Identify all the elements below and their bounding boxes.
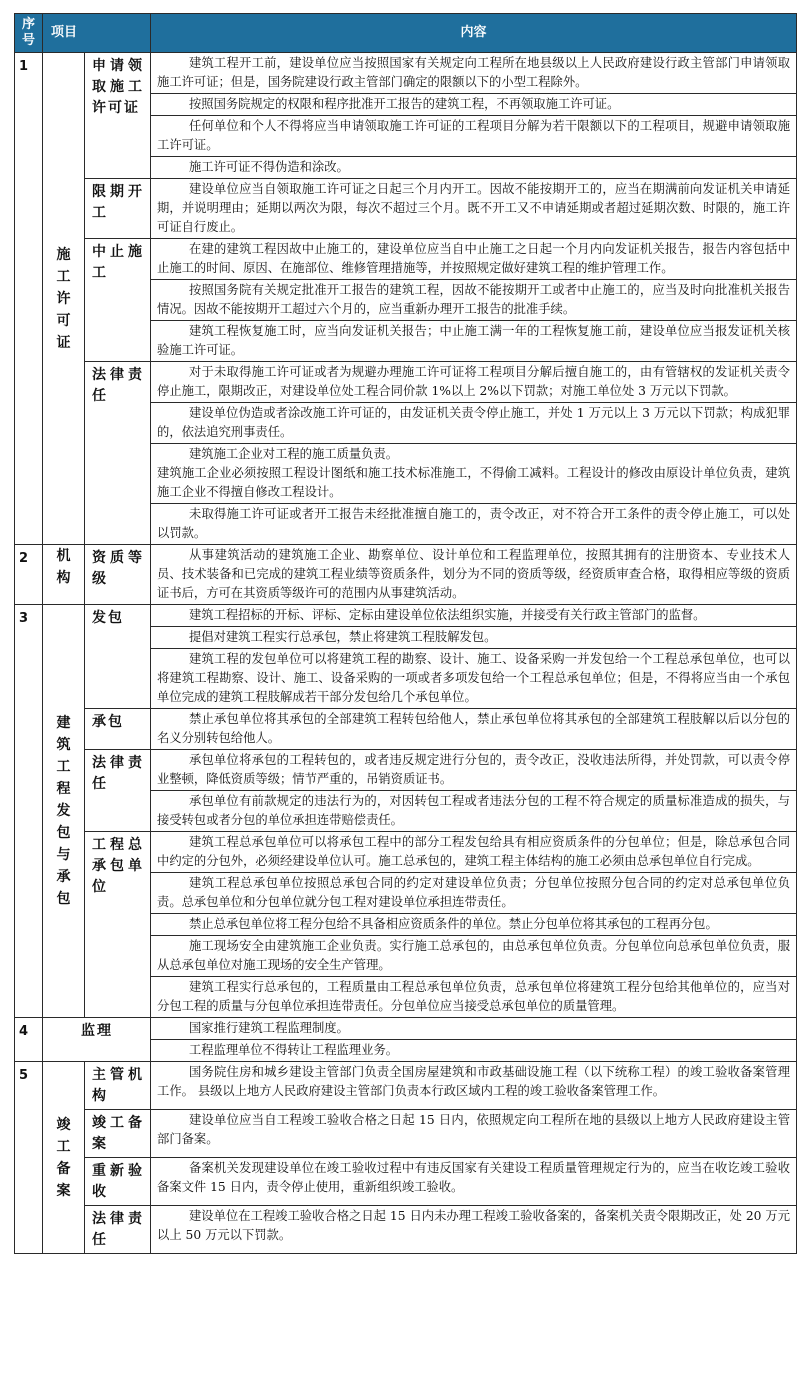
content-paragraph: 对于未取得施工许可证或者为规避办理施工许可证将工程项目分解后擅自施工的，由有管辖权的发证机关责令停止施工，限期改正，对建设单位处工程合同价款 1%以上 2%以下罚款；对施工单位处 3 万元以下罚款。	[151, 362, 797, 403]
content-paragraph: 建设单位伪造或者涂改施工许可证的，由发证机关责令停止施工，并处 1 万元以上 3 万元以下罚款；构成犯罪的，依法追究刑事责任。	[151, 403, 797, 444]
section-number: 2	[15, 545, 43, 605]
content-paragraph: 建筑工程招标的开标、评标、定标由建设单位依法组织实施，并接受有关行政主管部门的监督。	[151, 605, 797, 627]
content-paragraph: 建筑工程开工前，建设单位应当按照国家有关规定向工程所在地县级以上人民政府建设行政主管部门申请领取施工许可证；但是，国务院建设行政主管部门确定的限额以下的小型工程除外。	[151, 53, 797, 94]
table-row	[15, 239, 797, 280]
content-paragraph: 在建的建筑工程因故中止施工的，建设单位应当自中止施工之日起一个月内向发证机关报告，报告内容包括中止施工的时间、原因、在施部位、维修管理措施等，并按照规定做好建筑工程的维护管理工作。	[151, 239, 797, 280]
subsection-title: 发包	[85, 605, 151, 709]
table-row	[15, 545, 797, 605]
table-row	[15, 709, 797, 750]
content-paragraph: 建筑工程总承包单位可以将承包工程中的部分工程发包给具有相应资质条件的分包单位；但是，除总承包合同中约定的分包外，必须经建设单位认可。施工总承包的，建筑工程主体结构的施工必须由总承包单位自行完成。	[151, 832, 797, 873]
content-paragraph: 禁止承包单位将其承包的全部建筑工程转包给他人，禁止承包单位将其承包的全部建筑工程肢解以后以分包的名义分别转包给他人。	[151, 709, 797, 750]
table-body	[15, 53, 797, 1254]
table-row	[15, 1062, 797, 1110]
section-title: 建筑工程发包与承包	[43, 605, 85, 1018]
content-paragraph: 施工现场安全由建筑施工企业负责。实行施工总承包的，由总承包单位负责。分包单位向总承包单位负责，服从总承包单位对施工现场的安全生产管理。	[151, 936, 797, 977]
content-paragraph: 未取得施工许可证或者开工报告未经批准擅自施工的，责令改正，对不符合开工条件的责令停止施工，可以处以罚款。	[151, 504, 797, 545]
table-header-row	[15, 14, 797, 53]
subsection-title: 重新验收	[85, 1158, 151, 1206]
header-content: 内容	[151, 14, 797, 53]
subsection-title: 承包	[85, 709, 151, 750]
content-paragraph: 国家推行建筑工程监理制度。	[151, 1018, 797, 1040]
table-row	[15, 750, 797, 791]
header-item: 项目	[43, 14, 151, 53]
section-title: 机构	[43, 545, 85, 605]
subsection-title: 主管机构	[85, 1062, 151, 1110]
table-row	[15, 1110, 797, 1158]
regulation-table	[14, 13, 797, 1254]
content-paragraph: 任何单位和个人不得将应当申请领取施工许可证的工程项目分解为若干限额以下的工程项目，规避申请领取施工许可证。	[151, 116, 797, 157]
subsection-title: 法律责任	[85, 750, 151, 832]
content-paragraph: 从事建筑活动的建筑施工企业、勘察单位、设计单位和工程监理单位，按照其拥有的注册资本、专业技术人员、技术装备和已完成的建筑工程业绩等资质条件，划分为不同的资质等级，经资质审查合格，取得相应等级的资质证书后，方可在其资质等级许可的范围内从事建筑活动。	[151, 545, 797, 605]
subsection-title: 法律责任	[85, 1206, 151, 1254]
content-paragraph: 施工许可证不得伪造和涂改。	[151, 157, 797, 179]
table-row	[15, 1158, 797, 1206]
table-row	[15, 1018, 797, 1040]
content-paragraph: 承包单位将承包的工程转包的，或者违反规定进行分包的，责令改正，没收违法所得，并处罚款，可以责令停业整顿，降低资质等级；情节严重的，吊销资质证书。	[151, 750, 797, 791]
section-number: 3	[15, 605, 43, 1018]
subsection-title: 中止施工	[85, 239, 151, 362]
subsection-title: 申请领取施工许可证	[85, 53, 151, 179]
subsection-title: 资质等级	[85, 545, 151, 605]
section-title: 监理	[43, 1018, 151, 1062]
section-title: 竣工备案	[43, 1062, 85, 1254]
content-paragraph: 建设单位应当自领取施工许可证之日起三个月内开工。因故不能按期开工的，应当在期满前向发证机关申请延期，并说明理由；延期以两次为限，每次不超过三个月。既不开工又不申请延期或者超过延期次数、时限的，施工许可证自行废止。	[151, 179, 797, 239]
content-paragraph: 建设单位应当自工程竣工验收合格之日起 15 日内，依照规定向工程所在地的县级以上地方人民政府建设主管部门备案。	[151, 1110, 797, 1158]
content-paragraph: 工程监理单位不得转让工程监理业务。	[151, 1040, 797, 1062]
subsection-title: 竣工备案	[85, 1110, 151, 1158]
content-paragraph: 承包单位有前款规定的违法行为的，对因转包工程或者违法分包的工程不符合规定的质量标准造成的损失，与接受转包或者分包的单位承担连带赔偿责任。	[151, 791, 797, 832]
subsection-title: 工程总承包单位	[85, 832, 151, 1018]
content-paragraph: 禁止总承包单位将工程分包给不具备相应资质条件的单位。禁止分包单位将其承包的工程再分包。	[151, 914, 797, 936]
content-paragraph: 按照国务院有关规定批准开工报告的建筑工程，因故不能按期开工或者中止施工的，应当及时向批准机关报告情况。因故不能按期开工超过六个月的，应当重新办理开工报告的批准手续。	[151, 280, 797, 321]
table-row	[15, 53, 797, 94]
table-row	[15, 832, 797, 873]
content-paragraph: 提倡对建筑工程实行总承包，禁止将建筑工程肢解发包。	[151, 627, 797, 649]
content-paragraph: 建筑工程的发包单位可以将建筑工程的勘察、设计、施工、设备采购一并发包给一个工程总承包单位，也可以将建筑工程勘察、设计、施工、设备采购的一项或者多项发包给一个工程总承包单位；但是，不得将应当由一个承包单位完成的建筑工程肢解成若干部分发包给几个承包单位。	[151, 649, 797, 709]
content-paragraph: 建设单位在工程竣工验收合格之日起 15 日内未办理工程竣工验收备案的，备案机关责令限期改正，处 20 万元以上 50 万元以下罚款。	[151, 1206, 797, 1254]
content-paragraph: 建筑施工企业对工程的施工质量负责。 建筑施工企业必须按照工程设计图纸和施工技术标准施工，不得偷工减料。工程设计的修改由原设计单位负责，建筑施工企业不得擅自修改工程设计。	[151, 444, 797, 504]
content-paragraph: 建筑工程总承包单位按照总承包合同的约定对建设单位负责；分包单位按照分包合同的约定对总承包单位负责。总承包单位和分包单位就分包工程对建设单位承担连带责任。	[151, 873, 797, 914]
table-row	[15, 362, 797, 403]
content-paragraph: 按照国务院规定的权限和程序批准开工报告的建筑工程，不再领取施工许可证。	[151, 94, 797, 116]
subsection-title: 法律责任	[85, 362, 151, 545]
content-paragraph: 建筑工程实行总承包的，工程质量由工程总承包单位负责，总承包单位将建筑工程分包给其他单位的，应当对分包工程的质量与分包单位承担连带责任。分包单位应当接受总承包单位的质量管理。	[151, 977, 797, 1018]
section-number: 5	[15, 1062, 43, 1254]
section-number: 4	[15, 1018, 43, 1062]
section-title: 施工许可证	[43, 53, 85, 545]
subsection-title: 限期开工	[85, 179, 151, 239]
table-row	[15, 605, 797, 627]
section-number: 1	[15, 53, 43, 545]
table-row	[15, 179, 797, 239]
header-no: 序号	[15, 14, 43, 53]
content-paragraph: 备案机关发现建设单位在竣工验收过程中有违反国家有关建设工程质量管理规定行为的，应当在收讫竣工验收备案文件 15 日内，责令停止使用，重新组织竣工验收。	[151, 1158, 797, 1206]
table-row	[15, 1206, 797, 1254]
content-paragraph: 建筑工程恢复施工时，应当向发证机关报告；中止施工满一年的工程恢复施工前，建设单位应当报发证机关核验施工许可证。	[151, 321, 797, 362]
content-paragraph: 国务院住房和城乡建设主管部门负责全国房屋建筑和市政基础设施工程（以下统称工程）的竣工验收备案管理工作。 县级以上地方人民政府建设主管部门负责本行政区域内工程的竣工验收备案管理工作。	[151, 1062, 797, 1110]
